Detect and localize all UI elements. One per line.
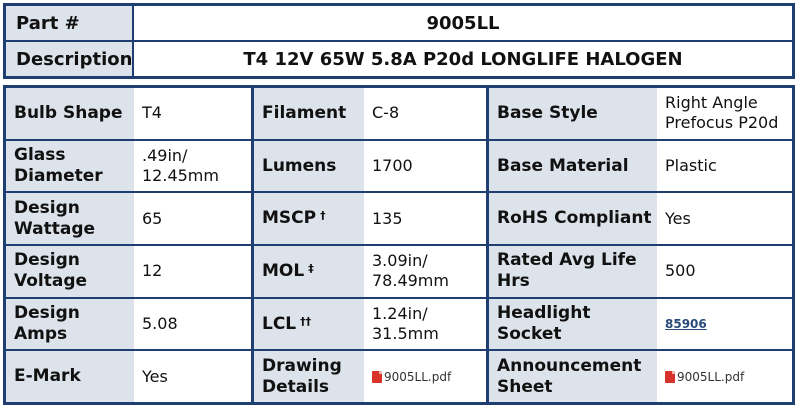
spec-label: E-Mark xyxy=(6,351,134,402)
spec-label: Filament xyxy=(254,88,364,139)
spec-value: 1.24in/ 31.5mm xyxy=(372,304,439,344)
description-label: Description xyxy=(6,42,134,76)
spec-label: Headlight Socket xyxy=(489,299,657,350)
description-row xyxy=(6,40,792,76)
spec-row xyxy=(489,244,792,297)
spec-row xyxy=(6,139,251,192)
spec-row xyxy=(6,191,251,244)
announcement-pdf-link[interactable] xyxy=(665,367,744,387)
spec-value: C-8 xyxy=(372,103,400,123)
spec-label: Design Voltage xyxy=(6,246,134,297)
spec-label-text: MSCP xyxy=(262,208,317,229)
spec-row xyxy=(254,191,486,244)
spec-column-3 xyxy=(486,88,792,402)
spec-label: RoHS Compliant xyxy=(489,193,657,244)
spec-row xyxy=(6,349,251,402)
description-value: T4 12V 65W 5.8A P20d LONGLIFE HALOGEN xyxy=(243,48,683,70)
spec-row xyxy=(489,191,792,244)
spec-value: 3.09in/ 78.49mm xyxy=(372,251,449,291)
spec-column-1 xyxy=(6,88,251,402)
spec-row xyxy=(489,349,792,402)
spec-value: Right Angle Prefocus P20d xyxy=(665,93,779,133)
spec-row xyxy=(254,88,486,139)
spec-label: Rated Avg Life Hrs xyxy=(489,246,657,297)
spec-grid xyxy=(3,85,795,405)
spec-value: .49in/ 12.45mm xyxy=(142,146,219,185)
footnote-mark: †† xyxy=(300,314,312,328)
spec-row xyxy=(6,297,251,350)
spec-value xyxy=(657,351,792,402)
spec-value: Yes xyxy=(142,366,168,386)
spec-row xyxy=(254,349,486,402)
pdf-filename: 9005LL.pdf xyxy=(677,369,745,384)
spec-label-with-mark xyxy=(254,193,364,244)
spec-row xyxy=(254,139,486,192)
spec-row xyxy=(6,88,251,139)
pdf-icon xyxy=(665,371,675,383)
pdf-icon xyxy=(372,371,382,383)
spec-label: Bulb Shape xyxy=(6,88,134,139)
spec-value: T4 xyxy=(142,103,162,123)
spec-sheet xyxy=(3,3,795,403)
spec-value: 1700 xyxy=(372,156,413,175)
drawing-pdf-link[interactable] xyxy=(372,367,451,387)
spec-label: Design Wattage xyxy=(6,193,134,244)
spec-value: 12 xyxy=(142,261,163,281)
spec-label: Base Material xyxy=(489,141,657,192)
spec-value: 5.08 xyxy=(142,314,178,334)
spec-label: Drawing Details xyxy=(254,351,364,402)
spec-row xyxy=(254,297,486,350)
spec-row xyxy=(489,297,792,350)
part-row xyxy=(6,6,792,40)
spec-label: Design Amps xyxy=(6,299,134,350)
pdf-filename: 9005LL.pdf xyxy=(384,369,452,384)
spec-row xyxy=(6,244,251,297)
part-number: 9005LL xyxy=(426,12,500,34)
spec-label: Lumens xyxy=(254,141,364,192)
spec-row xyxy=(489,139,792,192)
spec-row xyxy=(489,88,792,139)
spec-row xyxy=(254,244,486,297)
spec-value: 65 xyxy=(142,208,163,228)
spec-label-with-mark xyxy=(254,246,364,297)
footnote-mark: † xyxy=(320,209,326,223)
spec-column-2 xyxy=(251,88,486,402)
spec-value xyxy=(657,299,792,350)
spec-value: 135 xyxy=(372,208,403,228)
spec-value: 500 xyxy=(665,261,696,281)
spec-label-text: MOL xyxy=(262,260,305,281)
header-table xyxy=(3,3,795,79)
spec-label-text: LCL xyxy=(262,313,297,334)
spec-value: Yes xyxy=(665,208,691,228)
spec-label: Announcement Sheet xyxy=(489,351,657,402)
headlight-socket-link[interactable]: 85906 xyxy=(665,317,707,332)
spec-label: Glass Diameter xyxy=(6,141,134,192)
spec-label: Base Style xyxy=(489,88,657,139)
spec-label-with-mark xyxy=(254,299,364,350)
spec-value: Plastic xyxy=(665,156,717,175)
spec-value xyxy=(364,351,486,402)
part-label: Part # xyxy=(6,6,134,40)
footnote-mark: ‡ xyxy=(308,261,314,275)
